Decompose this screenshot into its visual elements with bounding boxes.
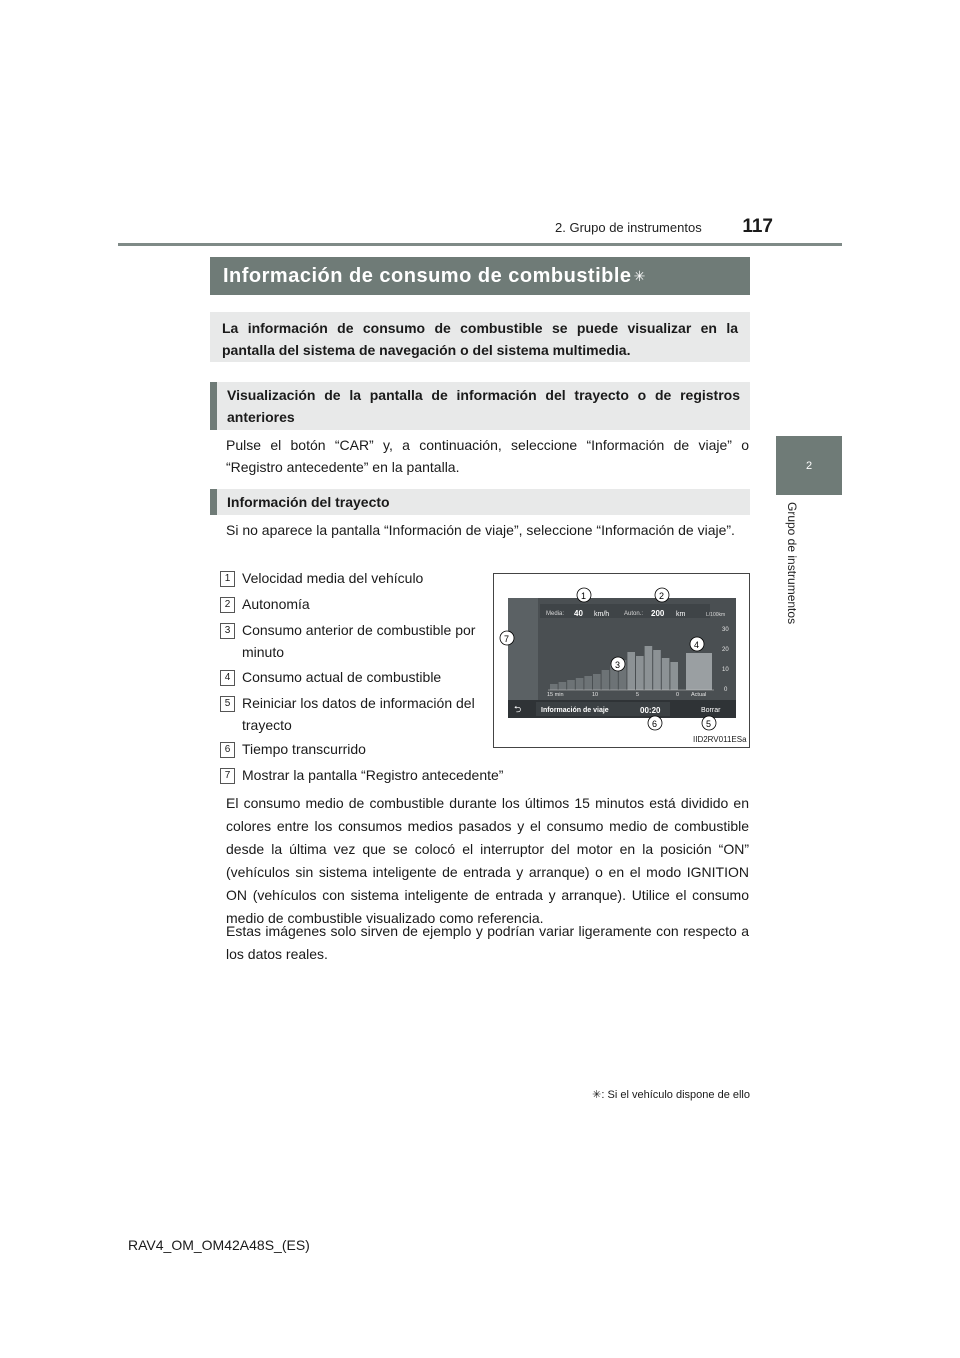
section-title-text: Información de consumo de combustible: [223, 264, 632, 287]
asterisk-icon: ✳: [592, 1089, 602, 1101]
x-tick: 0: [676, 692, 680, 698]
callout-label: 3: [615, 660, 621, 670]
consumption-bar: [593, 674, 601, 690]
elapsed-time: 00:20: [640, 706, 661, 715]
y-tick: 0: [724, 687, 728, 693]
list-item: [220, 764, 550, 786]
item-number: 4: [220, 670, 235, 686]
consumption-bar: [584, 676, 592, 690]
item-text: Autonomía: [242, 596, 310, 612]
item-number: 3: [220, 623, 235, 639]
consumption-bar: [627, 652, 635, 690]
item-text: Mostrar la pantalla “Registro antecedente”: [242, 767, 504, 783]
callout-label: 1: [581, 591, 587, 601]
y-tick: 20: [722, 647, 729, 653]
header-rule: [118, 243, 842, 246]
consumption-bar: [636, 656, 644, 690]
media-value: 40: [574, 609, 583, 618]
item-number: 5: [220, 696, 235, 712]
callout-label: 2: [659, 591, 665, 601]
consumption-bar: [662, 658, 670, 690]
screen-figure: [493, 573, 750, 748]
paragraph-disclaimer: Estas imágenes solo sirven de ejemplo y podrían variar ligeramente con respecto a los datos reales.: [226, 923, 749, 962]
x-tick: 5: [636, 692, 640, 698]
chapter-header: 2. Grupo de instrumentos: [555, 220, 702, 235]
auton-unit: km: [676, 611, 686, 618]
callout-label: 7: [504, 634, 510, 644]
back-icon: ⮌: [514, 705, 522, 715]
item-text: Consumo anterior de combustible por minuto: [242, 622, 476, 660]
footnote-text: : Si el vehículo dispone de ello: [601, 1089, 750, 1101]
consumption-bar: [670, 662, 678, 690]
paragraph-trip-info: Si no aparece la pantalla “Información de viaje”, seleccione “Información de viaje”.: [226, 522, 735, 538]
consumption-bar: [559, 682, 567, 690]
item-text: Velocidad media del vehículo: [242, 570, 424, 586]
consumption-bar: [550, 684, 558, 690]
item-number: 2: [220, 597, 235, 613]
auton-label: Auton.:: [624, 611, 644, 617]
section-title: [210, 257, 750, 295]
callout-label: 4: [694, 640, 700, 650]
auton-value: 200: [651, 609, 665, 618]
item-text: Consumo actual de combustible: [242, 669, 442, 685]
figure-code: IID2RV011ESa: [693, 735, 747, 744]
paragraph-consumption: El consumo medio de combustible durante los últimos 15 minutos está dividido en colores entre los consumos medios pasados y el consumo medio de combustible desde la última vez que se colocó el interruptor del motor en la posición “ON” (vehículos sin sistema inteligente de entrada y arranque) o en el modo IGNITION ON (vehículos con sistema inteligente de entrada y arranque). Utilice el consumo medio de combustible visualizado como referencia.: [226, 795, 749, 926]
list-item: [220, 738, 482, 760]
side-tab-label: [772, 502, 812, 642]
list-item: [220, 593, 482, 615]
callout-label: 6: [652, 719, 658, 729]
paragraph-instructions: Pulse el botón “CAR” y, a continuación, seleccione “Información de viaje” o “Registro antecedente” en la pantalla.: [226, 437, 749, 475]
side-tab: [776, 436, 842, 495]
y-unit: L/100km: [706, 612, 726, 618]
item-number: 6: [220, 742, 235, 758]
list-item: [220, 692, 482, 736]
item-text: Tiempo transcurrido: [242, 741, 366, 757]
actual-label: Actual: [691, 692, 707, 698]
x-tick: 15 min: [547, 692, 564, 698]
list-item: [220, 619, 482, 663]
consumption-bar: [567, 680, 575, 690]
list-item: [220, 567, 482, 589]
reset-label: Borrar: [701, 707, 721, 714]
side-tab-number: 2: [805, 459, 813, 472]
asterisk-mark: ✳: [633, 267, 646, 284]
consumption-bar: [645, 646, 653, 690]
item-text: Reiniciar los datos de información del trayecto: [242, 695, 475, 733]
trip-label: Información de viaje: [541, 707, 609, 714]
screen-illustration: [494, 574, 749, 747]
page-number: 117: [742, 216, 773, 237]
consumption-bar: [576, 678, 584, 690]
subheading-trip-info: Información del trayecto: [210, 489, 750, 515]
media-unit: km/h: [594, 611, 610, 618]
item-number: 1: [220, 571, 235, 587]
consumption-bar: [653, 650, 661, 690]
subheading-display: Visualización de la pantalla de información del trayecto o de registros anteriores: [210, 382, 750, 430]
intro-box: La información de consumo de combustible se puede visualizar en la pantalla del sistema de navegación o del sistema multimedia.: [210, 312, 750, 362]
callout-label: 5: [706, 719, 712, 729]
media-label: Media:: [546, 611, 565, 617]
footer-code: RAV4_OM_OM42A48S_(ES): [128, 1237, 310, 1253]
item-number: 7: [220, 768, 235, 784]
consumption-bar: [602, 670, 610, 690]
footnote: [592, 1088, 750, 1101]
side-tab-label-text: Grupo de instrumentos: [785, 502, 799, 625]
list-item: [220, 666, 482, 688]
y-tick: 30: [722, 627, 729, 633]
y-tick: 10: [722, 667, 729, 673]
x-tick: 10: [592, 692, 599, 698]
actual-bar: [686, 653, 712, 690]
